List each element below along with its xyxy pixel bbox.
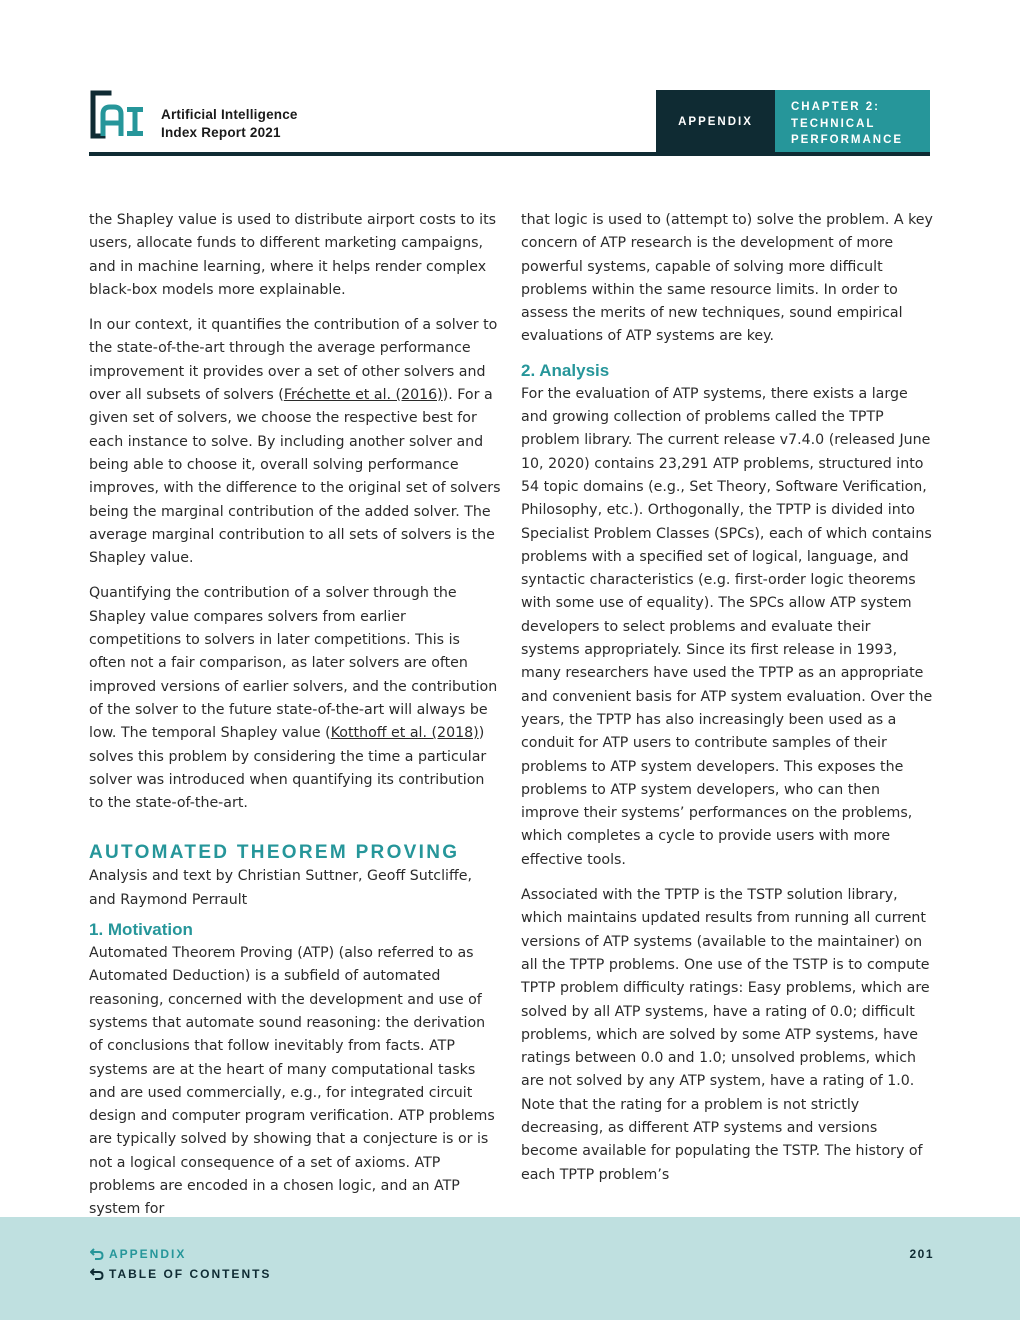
subhead-analysis: 2. Analysis [521,360,610,380]
ai-index-logo [89,90,147,140]
chapter-tab-line1: CHAPTER 2: [791,101,881,113]
footer-appendix-link[interactable] [90,1247,186,1261]
subhead-motivation: 1. Motivation [89,920,193,940]
chapter-tab[interactable] [775,90,930,154]
citation-link-kotthoff[interactable]: Kotthoff et al. (2018) [330,725,479,742]
footer-appendix-label: APPENDIX [109,1247,187,1261]
report-title [161,106,298,142]
paragraph: Associated with the TPTP is the TSTP solution library, which maintains updated results from running all current versions of ATP systems (available to the maintainer) on all the TPTP problems. One use of the TSTP is to compute TPTP problem difficulty ratings: Easy problems, which are solved by all ATP systems, have a rating of 0.0; difficult problems, which are solved by some ATP systems, have ratings between 0.0 and 1.0; unsolved problems, which are not solved by any ATP system, have a rating of 1.0. Note that the rating for a problem is not strictly decreasing, as different ATP systems and versions become available for populating the TSTP. The history of each TPTP problem’s [521,887,930,1183]
page-header [89,90,930,157]
citation-link-frechette[interactable]: Fréchette et al. (2016) [283,387,443,404]
return-arrow-icon [90,1248,104,1261]
appendix-tab-label: APPENDIX [678,116,753,128]
page-number: 201 [909,1247,934,1261]
paragraph: Quantifying the contribution of a solver through the Shapley value compares solvers from earlier competitions to solvers in later competitions. This is often not a fair comparison, as later solvers are often improved versions of earlier solvers, and the contribution of the solver to the future state-of-the-art will always be low. The temporal Shapley value (Kotthoff et al. (2018)) solves this problem by considering the time a particular solver was introduced when quantifying its contribution to the state-of-the-art. [89,585,498,812]
right-column [521,209,933,1187]
return-arrow-icon [90,1268,104,1281]
left-column [89,209,501,1222]
paragraph: Automated Theorem Proving (ATP) (also referred to as Automated Deduction) is a subfield of automated reasoning, concerned with the development and use of systems that automate sound reasoning: the derivation of conclusions that follow inevitably from facts. ATP systems are at the heart of many computational tasks and are used commercially, e.g., for integrated circuit design and computer program verification. ATP problems are typically solved by showing that a conjecture is or is not a logical consequence of a set of axioms. ATP problems are encoded in a chosen logic, and an ATP system for [89,945,495,1218]
byline: Analysis and text by Christian Suttner, Geoff Sutcliffe, and Raymond Perrault [89,868,472,908]
appendix-tab[interactable] [656,90,775,154]
paragraph: For the evaluation of ATP systems, there exists a large and growing collection of problems called the TPTP problem library. The current release v7.4.0 (released June 10, 2020) contains 23,291 ATP problems, structured into 54 topic domains (e.g., Set Theory, Software Verification, Philosophy, etc.). Orthogonally, the TPTP is divided into Specialist Problem Classes (SPCs), each of which contains problems with a specified set of logical, language, and syntactic characteristics (e.g. first-order logic theorems with some use of equality). The SPCs allow ATP system developers to select problems and evaluate their systems appropriately. Since its first release in 1993, many researchers have used the TPTP as an appropriate and convenient basis for ATP system evaluation. Over the years, the TPTP has also increasingly been used as a conduit for ATP users to contribute samples of their problems to ATP system developers. This exposes the problems to ATP system developers, who can then improve their systems’ performances on the problems, which completes a cycle to provide users with more effective tools. [521,385,933,868]
chapter-tab-line2: TECHNICAL [791,117,876,130]
footer-toc-link[interactable] [90,1267,271,1281]
report-title-line1: Artificial Intelligence [161,107,298,122]
page-footer [0,1217,1020,1320]
section-title: AUTOMATED THEOREM PROVING [89,842,460,864]
paragraph: that logic is used to (attempt to) solve the problem. A key concern of ATP research is the development of more powerful systems, capable of solving more difficult problems within the same resource limits. In order to assess the merits of new techniques, sound empirical evaluations of ATP systems are key. [521,212,933,345]
footer-toc-label: TABLE OF CONTENTS [109,1267,272,1281]
header-divider [89,152,930,156]
chapter-tab-line3: PERFORMANCE [791,134,904,146]
report-title-line2: Index Report 2021 [161,125,281,140]
paragraph: the Shapley value is used to distribute airport costs to its users, allocate funds to different marketing campaigns, and in machine learning, where it helps render complex black-box models more explainable. [89,212,497,298]
paragraph: In our context, it quantifies the contribution of a solver to the state-of-the-art through the average performance improvement it provides over a set of other solvers and over all subsets of solvers (Fréchette et al. (2016)). For a given set of solvers, we choose the respective best for each instance to solve. By including another solver and being able to choose it, overall solving performance improves, with the difference to the original set of solvers being the marginal contribution of the added solver. The average marginal contribution to all sets of solvers is the Shapley value. [89,317,501,567]
